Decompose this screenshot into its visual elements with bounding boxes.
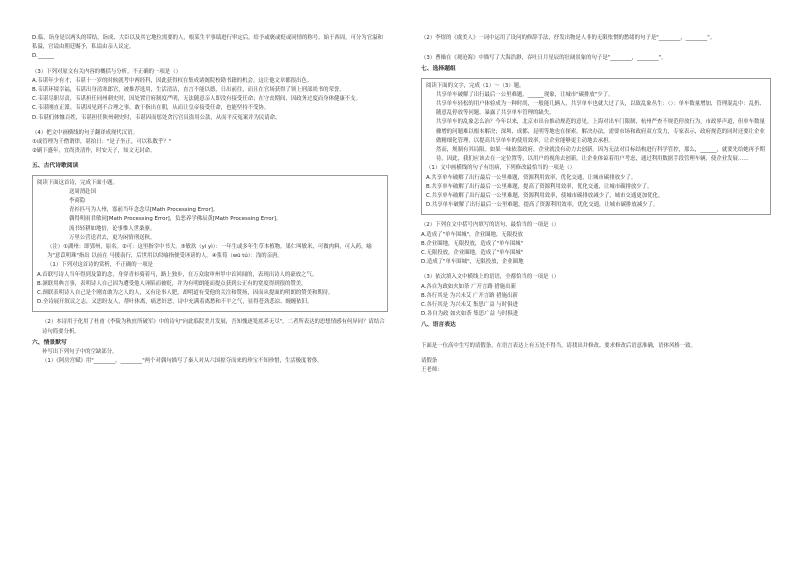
dictation-item-1: （1）《阿房宫赋》用"________。________"两个对偶句描写了秦人对从六国掠夺而来的珍宝不知珍惜，生活极度奢侈。 [42, 358, 323, 365]
reading-paragraph-1: 共享单车破解了出行最后一公里难题，______现象，让城市"碳排放"少了。 [436, 91, 614, 98]
reading-paragraph-2: 共享单车轻松的用户体验成为一种时尚，一般能几辆人，共享单车也就大过了头，以致乱象丛生：（）：单车数量增加，管理混乱中：乱扔、随意乱停放等问题，暴露了共享单车管理的缺失。 [436, 101, 765, 117]
expression-question: 下面是一位高中生写的请假条，在语言表达上有五处不得当，请找出并修改。要求修改后语意准确，语体风格一致。 [421, 342, 696, 349]
reading-question-3-d: D.各自为政 如火如荼 集思广益 与时俱进 [421, 311, 519, 318]
reading-question-3-c: C.各行其是 为兴未艾 集思广益 与时俱进 [421, 302, 518, 309]
question-4-item-2: ②刷下盛年，宜尚贵清作，时安天子，知文无封命。 [32, 148, 156, 155]
section-5-heading: 五、古代诗歌阅读 [32, 163, 79, 170]
reading-question-2: （2）下列在文中括号内填写的语句，最恰当的一项是（） [421, 222, 560, 229]
poem-note: （注）①湖州：即郢州，原名。②可：这里指宰中书大。③敏玖（yì yì）：一年生或多年生草本植物。果仁叫敏米，可做肉料，可入药，喻为"意苡明珠"指出 以前在 马援南行，后世用以似喻指便受诬谤的人。④浆荀（wū tú）：浅的亲唐。 [47, 244, 372, 260]
reading-question-3-a: A.各自为政如火如荼 广开言路 措施出新 [421, 283, 516, 290]
question-4-item-1: ①或管理为千僧谓律，谌拍日："是子坐正，可以私数乎？" [32, 139, 172, 146]
poem-line-4: 万里公营送君去，更为闲情刑送秋。 [69, 234, 156, 241]
question-3-option-a: A.韦谌年少有才，韦谌十一岁的时候就考中两经科，因此获得权在集成诸阁院校勘书籍的机会。这让他文章都很出色。 [32, 77, 313, 84]
reading-question-2-d: D.造成了"单车围城"，无限投放，企业圈地 [421, 259, 524, 266]
dictation-item-3: （3）曹操在《观沧海》中描写了大海浩渺、吞吐日月星辰的壮阔景象的句子是"________，________"。 [421, 55, 667, 62]
reading-question-1-a: A.共享单车破解了出行最后一公里难题，资源利用效率，优化交通，让城市碳排放少了。 [426, 174, 637, 181]
poem-title: 送周渭赴国 [69, 188, 96, 195]
leave-note-greeting: 王老师： [421, 367, 443, 374]
left-column [32, 34, 388, 367]
reading-intro: 阅读下面的文字，完成（1）～（3）题。 [426, 82, 525, 89]
reading-question-2-a: A.造成了"单车围城"，企业圈地，无限投放 [421, 231, 523, 238]
reading-box [421, 78, 771, 216]
poem-question-1-a: A.首联写诗人当年得到及第的念，身穿青衫骑着马，路上独步，在万众取审州甲中首回闻的，表现出诗人的豪放之气。 [37, 271, 318, 278]
reading-question-1-b: B.共享单车破解了出行最后一公里难题，提高了资源利用效率，优化交通，让城市碳排放少了。 [426, 183, 653, 190]
question-4: （4）把文中画横线的句子翻译成现代汉语。 [32, 129, 138, 136]
poem-question-1-c: C.颈联表明诗人自己是个刚直敢为之人的人，又有论事人肥，却明道有受他的关注和赞扬，因而从提面的明朗的赞美和期待。 [37, 290, 334, 297]
option-d-blank: D.______ [32, 53, 55, 60]
question-3-option-b: B.韦谌环境幸福，韦谌出身清寒郎官，被推荐选用，生活清洁，直言不能以德，日出前往，而且在官场获得了领上刑部尚书的荣誉。 [32, 87, 345, 94]
reading-question-1-d: D.共享单车破解了出行最后一公里难题，提高了资源利用效率，优化交通，让城市碳排放减少了。 [426, 202, 659, 209]
section-8-heading: 八、语言表达 [421, 322, 456, 329]
poem-intro: 阅读下面这首诗，完成下面小题。 [37, 179, 118, 186]
poem-question-1: （1）下列对这首诗的赏析，不正确的一项是 [47, 262, 153, 269]
question-3-option-c2: C.韦谌刚直正派。韦谌因见到不合理之事，敢于指出在朝，从而让皇帝接受任命，也能坚持不受协。 [32, 105, 270, 112]
section-6-heading: 六、情景默写 [32, 339, 67, 346]
question-3-option-c: C.韦谌尽职尽责，韦谌担任同州刺史时，因处置官府制度严明，无法随意亲人即没有接受任命；在守丧期间，因政务过度而身体健康不支。 [32, 96, 361, 103]
section-7-heading: 七、选择题组 [421, 66, 456, 73]
poem-line-1: 青衫匹马为人州，寡前当年念念尽[Math Processing Error]。 [69, 207, 219, 214]
dictation-item-2: （2）李煜的《虞美人》一词中运用了设问的修辞手法，抒发出物是人非的无限怅惘的愁绪的句子是"________，________"。 [421, 35, 716, 41]
dictation-intro: 补写出下列句子中的空缺部分。 [42, 349, 118, 356]
poem-question-1-d: D.全诗展开叙议之志，又思盼友人，帮叶体离，痛恶奸恶，诗中充满着离愁和不平之气，显得苍劲悲凉、缠缠依旧。 [37, 299, 313, 306]
reading-paragraph-3: 共享单车的乱象怎么治？今年以来，北京市出台推动规范的意见，上海对出车门限制，杭州严查不规范停放行为，市政界声道，但单车数量骤增的问题难以根本解决；深圳、成都、昆明等地也在探索。解决办法，需要市场和政府双方发力，专家表示，政府规范的同时还要让企业做精细化管理，以提高共享单车的使用效率，让企业能够更主动地去承担。 [436, 119, 765, 144]
reading-question-1: （1）文中画横线的句子有语病，下列修改最恰当的一项是（） [426, 165, 575, 172]
reading-question-1-c: C.共享单车破解了出行最后一公里难题，资源利用效率，使城市碳排放减少了，城市交通更加优化。 [426, 193, 664, 200]
question-3: （3）下列对原文有关内容的概括与分析，不正确的一项是（） [32, 68, 181, 75]
option-d-note: D.临，诣身是以两头的带结，诣成、大臣以及其它地位需要的人，根某生平事绩进行审定后，给予或褒或贬或同情的称号。始于西周，可分为官溢和私溢，官谥由朝廷赐予，私谥由亲人议定。 [32, 35, 383, 51]
poem-question-1-b: B.颔联用典言事，表明诗人自己因为遭受他人诬陷而被贬，并为有明朗能而提点获到公正有的宽度得到很的赞美。 [37, 280, 307, 287]
poem-line-3: 流书轻耕如地倍，论事惟人世桑驱。 [69, 225, 156, 232]
leave-note-title: 请假条 [421, 357, 438, 364]
reading-question-3-b: B.各行其是 为兴未艾 广开言路 措施出新 [421, 292, 518, 299]
reading-question-2-b: B.企业圈地，无限投放，造成了"单车围城" [421, 240, 524, 247]
poem-author: 李商隐 [69, 198, 86, 205]
poem-box [32, 175, 388, 313]
reading-paragraph-4: 然而，规制有其局限。如果一味依靠政府，企业就没有动力去创新。因为无法对目标结构进行科学管控，那么，______，就要先给她再予期待。因此，我们应该去在一定位置等，以用户的视角去创新，让企业体谅着用户考虑，通过利用数据手段管理车辆，使企业发展…… [436, 147, 765, 163]
reading-question-2-c: C.无限投放，企业圈地，造成了"单车围城" [421, 250, 524, 257]
question-3-option-d: D.韦谌们体恤百姓，韦谌担任陕州刺史时，韦谌因而惩处贪污官员盗用公款，从而平反冤案并为民请命。 [32, 114, 281, 121]
right-column [421, 34, 771, 375]
poem-question-2: （2）本诗用于化用了杜甫《李陵为秋庶所破军》中的诗句"向此临院美月发展，吾知愧逐笼底养无尽"，二者所表达的思想情感有何异同？请结合诗句简要分析。 [42, 319, 385, 335]
poem-line-2: 偶得明雨君敏同[Math Processing Error]，负恶养学佛辰黄[Math Processing Error]。 [69, 216, 282, 223]
reading-question-3: （3）依次填入文中横线上的语语，全都恰当的一项是（） [421, 274, 560, 281]
